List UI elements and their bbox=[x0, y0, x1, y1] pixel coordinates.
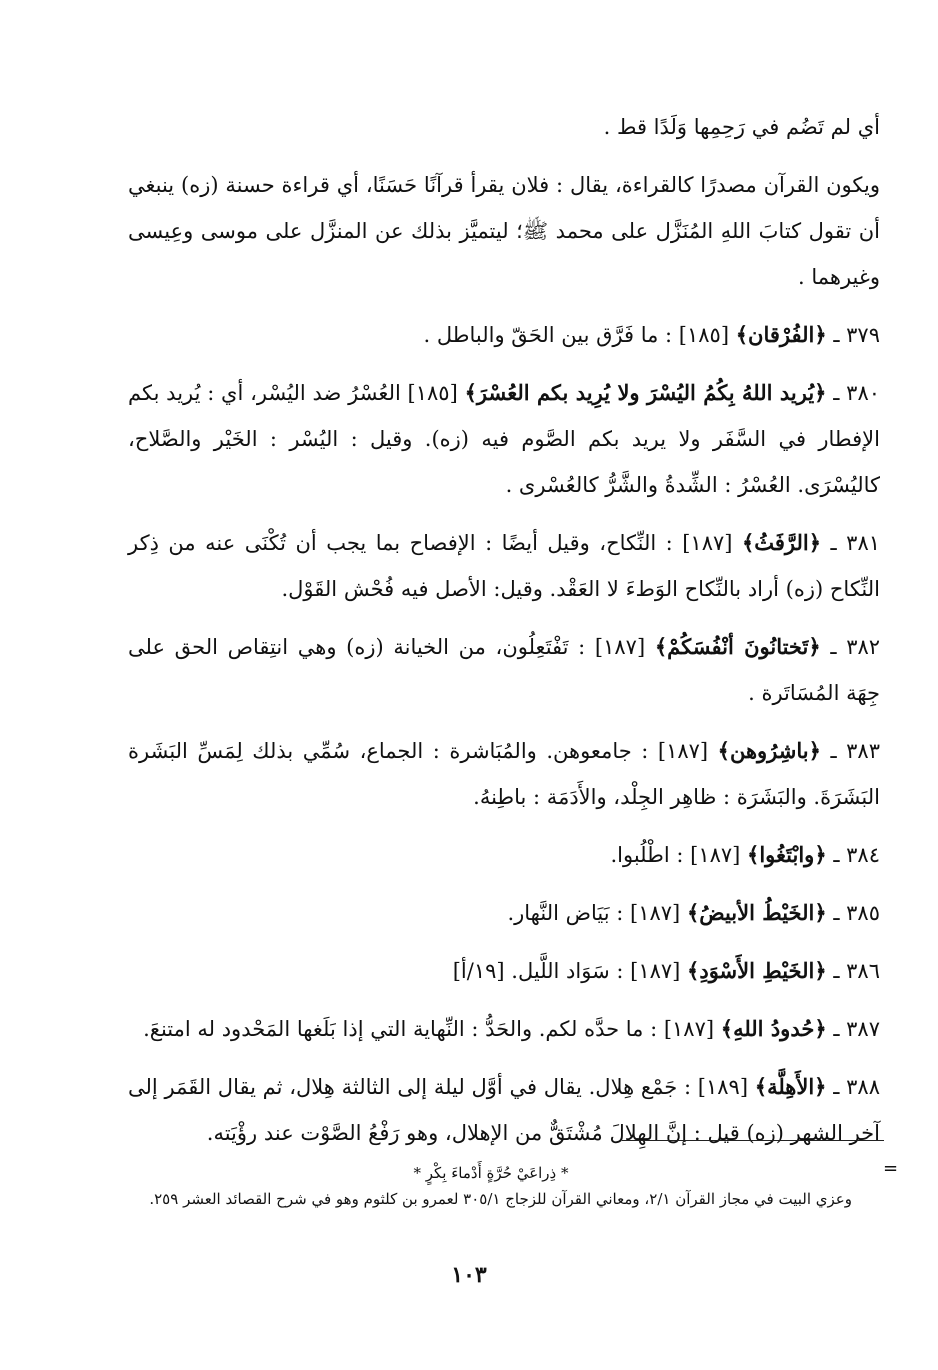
footnote-verse: * ذِراعَيْ حُرَّةٍ أَدْماءَ بِكْرٍ * bbox=[413, 1164, 569, 1182]
entry-number: ٣٨٣ ـ bbox=[830, 739, 880, 763]
main-text bbox=[128, 104, 880, 1168]
entry-381 bbox=[128, 520, 880, 612]
quran-term: ﴿وابْتَغُوا﴾ bbox=[747, 842, 827, 867]
entry-text: [١٨٩] : جَمْع هِلال. يقال في أوَّل ليلة إلى الثالثة هِلال، ثم يقال القَمَر إلى آخر الشهر (زه) قيل : إنَّ الهِلالَ مُشْتَقٌّ من الإهلال، وهو رَفْعُ الصَّوْت عند رؤْيَته. bbox=[128, 1075, 880, 1145]
entry-number: ٣٨٥ ـ bbox=[833, 901, 880, 925]
entry-383 bbox=[128, 728, 880, 820]
entry-text: [١٨٧] : جامعوهن. والمُبَاشرة : الجماع، سُمِّي بذلك لِمَسِّ البَشَرة البَشَرَةَ. والبَشَرَة : ظاهِر الجِلْد، والأَدَمَة : باطِنهُ. bbox=[128, 739, 880, 809]
paragraph-intro-2: ويكون القرآن مصدرًا كالقراءة، يقال : فلان يقرأ قرآنًا حَسَنًا، أي قراءة حسنة (زه) ينبغي أن تقول كتابَ اللهِ المُنَزَّل على محمد ﷺ؛ ليتميَّز بذلك عن المنزَّل على موسى وعِيسى وغيرهما . bbox=[128, 173, 880, 289]
entry-number: ٣٨٢ ـ bbox=[830, 635, 881, 659]
entry-text: [١٨٧] : اطْلُبوا. bbox=[610, 843, 741, 867]
entry-388 bbox=[128, 1064, 880, 1156]
entry-380 bbox=[128, 370, 880, 508]
entry-text: [١٨٧] : النِّكاح، وقيل أيضًا : الإفصاح بما يجب أن تُكْنَى عنه من ذِكر النِّكاح (زه) أراد بالنِّكاح الوَطءَ لا العَقْد. وقيل: الأصل فيه فُحْش القَوْل. bbox=[128, 531, 880, 601]
footnote-text: وعزي البيت في مجاز القرآن ٢/١، ومعاني القرآن للزجاج ٣٠٥/١ لعمرو بن كلثوم وهو في شرح القصائد العشر ٢٥٩. bbox=[149, 1190, 852, 1208]
entry-text: [١٨٧] : ما حدَّه لكم. والحَدُّ : النِّهاية التي إذا بَلَغها المَحْدود له امتنعَ. bbox=[143, 1017, 715, 1041]
quran-term: ﴿يُريد اللهُ بِكُمُ اليُسْرَ ولا يُرِيد بكم العُسْرَ﴾ bbox=[464, 380, 827, 405]
entry-text: [١٨٥] العُسْرُ ضد اليُسْر، أي : يُريد بكم الإفطار في السَّفَر ولا يريد بكم الصَّوم فيه (زه). وقيل : اليُسْر : الخَيْر والصَّلاح، كاليُسْرَى. العُسْرُ : الشِّدةُ والشَّرُّ كالعُسْرى . bbox=[128, 381, 880, 497]
entry-385 bbox=[128, 890, 880, 936]
quran-term: ﴿حُدودُ اللهِ﴾ bbox=[720, 1016, 827, 1041]
entry-number: ٣٨١ ـ bbox=[830, 531, 881, 555]
entry-379 bbox=[128, 312, 880, 358]
page-number: ١٠٣ bbox=[451, 1262, 487, 1288]
entry-text: [١٨٧] : بَيَاض النَّهار. bbox=[507, 901, 681, 925]
quran-term: ﴿الخَيْطِ الأَسْوَدِ﴾ bbox=[687, 958, 827, 983]
entry-text: [١٨٧] : تَفْتَعِلُون، من الخيانة (زه) وهي انتِقاص الحق على جِهَة المُسَاتَرة . bbox=[128, 635, 880, 705]
entry-386 bbox=[128, 948, 880, 994]
entry-384 bbox=[128, 832, 880, 878]
quran-term: ﴿باشِرُوهن﴾ bbox=[717, 738, 821, 763]
footnote bbox=[130, 1162, 852, 1210]
quran-term: ﴿الخَيْطُ الأبيضُ﴾ bbox=[686, 900, 827, 925]
entry-text: [١٨٧] : سَوَاد اللَّيل. [١٩/أ] bbox=[452, 959, 681, 983]
quran-term: ﴿الفُرْقان﴾ bbox=[735, 322, 827, 347]
quran-term: ﴿الأَهِلَّة﴾ bbox=[754, 1074, 827, 1099]
entry-number: ٣٧٩ ـ bbox=[833, 323, 880, 347]
entry-number: ٣٨٦ ـ bbox=[833, 959, 880, 983]
quran-term: ﴿تَختانُونَ أنْفُسَكُمْ﴾ bbox=[654, 634, 821, 659]
paragraph-intro-1: أي لم تَضُم في رَحِمِها وَلَدًا قط . bbox=[603, 115, 880, 139]
entry-387 bbox=[128, 1006, 880, 1052]
footnote-separator bbox=[622, 1140, 884, 1141]
entry-text: [١٨٥] : ما فَرَّق بين الحَقّ والباطل . bbox=[423, 323, 730, 347]
entry-number: ٣٨٨ ـ bbox=[833, 1075, 880, 1099]
quran-term: ﴿الرَّفَثُ﴾ bbox=[741, 530, 822, 555]
entry-number: ٣٨٠ ـ bbox=[833, 381, 881, 405]
footnote-continuation-mark: = bbox=[883, 1158, 899, 1179]
entry-number: ٣٨٧ ـ bbox=[833, 1017, 880, 1041]
entry-382 bbox=[128, 624, 880, 716]
entry-number: ٣٨٤ ـ bbox=[833, 843, 880, 867]
